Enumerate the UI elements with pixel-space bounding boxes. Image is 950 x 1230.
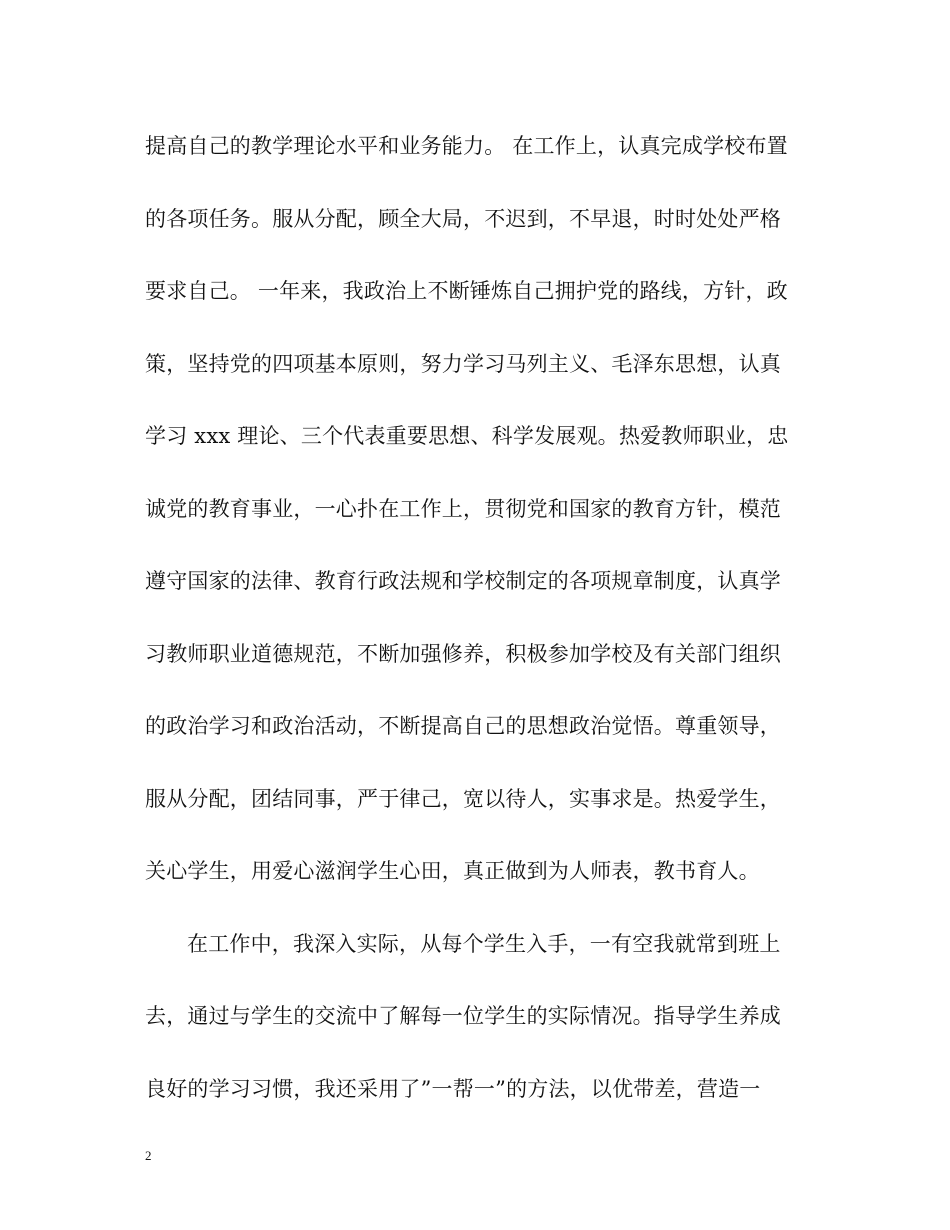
text-line: 学习 xxx 理论、三个代表重要思想、科学发展观。热爱教师职业，忠 — [145, 424, 789, 448]
text-line: 要求自己。 一年来，我政治上不断锤炼自己拥护党的路线，方针，政 — [145, 279, 788, 303]
paragraph-start-line: 在工作中，我深入实际，从每个学生入手，一有空我就常到班上 — [187, 931, 781, 956]
text-line: 服从分配，团结同事，严于律己，宽以待人，实事求是。热爱学生， — [145, 786, 781, 811]
text-line: 良好的学习习惯，我还采用了”一帮一”的方法，以优带差，营造一 — [145, 1076, 761, 1101]
text-line: 提高自己的教学理论水平和业务能力。 在工作上，认真完成学校布置 — [145, 134, 788, 158]
text-line: 策，坚持党的四项基本原则，努力学习马列主义、毛泽东思想，认真 — [145, 351, 781, 376]
text-line: 关心学生，用爱心滋润学生心田，真正做到为人师表，教书育人。 — [145, 859, 760, 883]
text-line: 遵守国家的法律、教育行政法规和学校制定的各项规章制度，认真学 — [145, 569, 781, 593]
text-line: 去，通过与学生的交流中了解每一位学生的实际情况。指导学生养成 — [145, 1004, 781, 1028]
page-number: 2 — [145, 1148, 152, 1163]
text-line: 习教师职业道德规范，不断加强修养，积极参加学校及有关部门组织 — [145, 641, 781, 666]
text-line: 的各项任务。服从分配，顾全大局，不迟到，不早退，时时处处严格 — [145, 206, 781, 231]
text-line: 的政治学习和政治活动，不断提高自己的思想政治觉悟。尊重领导， — [145, 714, 781, 738]
text-line: 诚党的教育事业，一心扑在工作上，贯彻党和国家的教育方针，模范 — [145, 496, 781, 521]
body-text — [145, 110, 810, 1125]
